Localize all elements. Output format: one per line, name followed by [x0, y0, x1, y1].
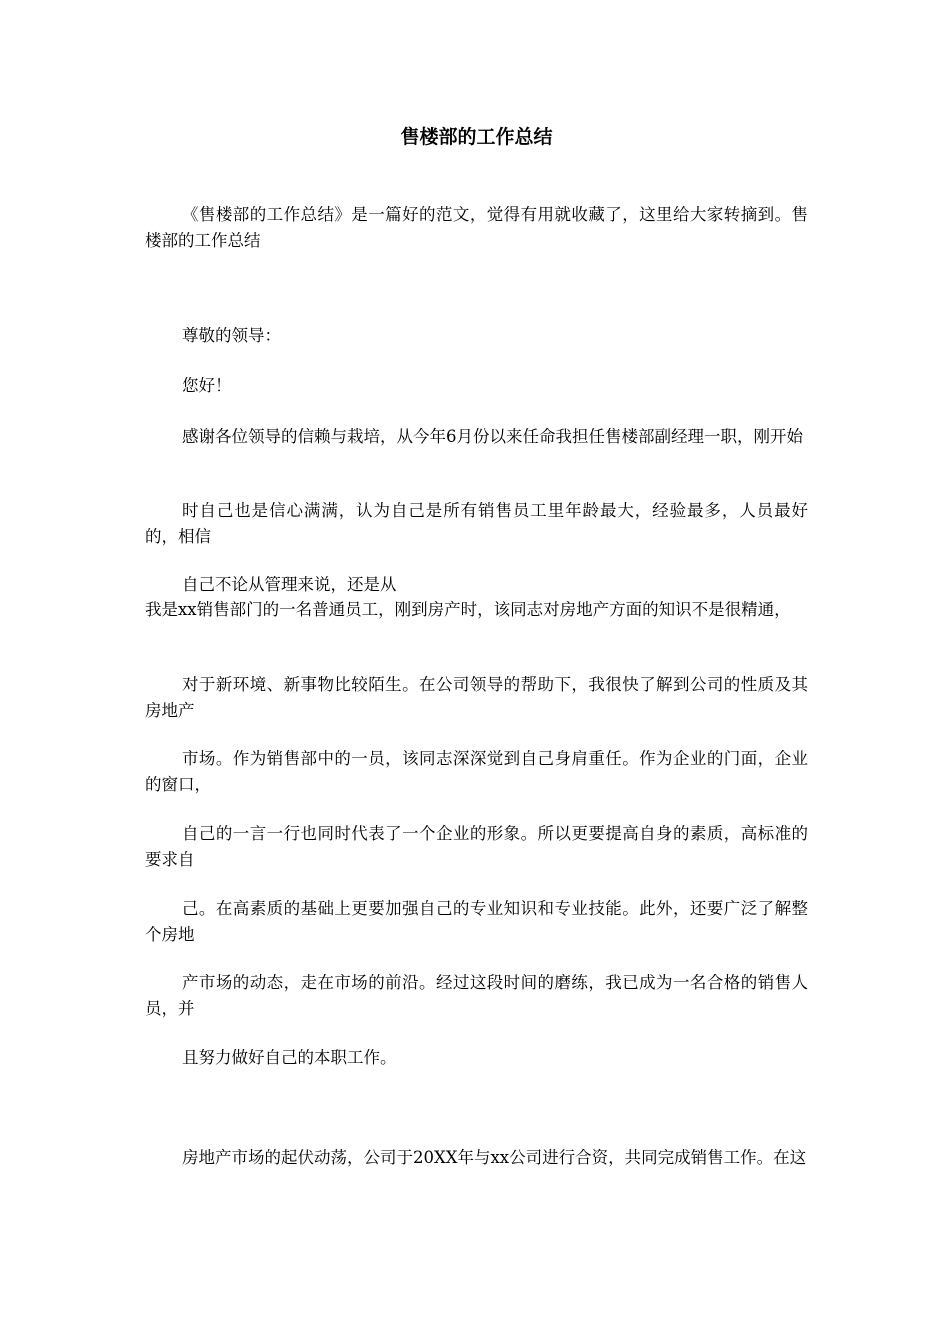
body-paragraph: 感谢各位领导的信赖与栽培，从今年6月份以来任命我担任售楼部副经理一职，刚开始: [182, 427, 803, 446]
greeting: 您好！: [182, 376, 232, 395]
body-paragraph: 时自己也是信心满满，认为自己是所有销售员工里年龄最大，经验最多，人员最好的，相信: [145, 501, 808, 546]
salutation: 尊敬的领导：: [182, 326, 281, 345]
intro-paragraph: 《售楼部的工作总结》是一篇好的范文，觉得有用就收藏了，这里给大家转摘到。售楼部的工作总结: [145, 205, 808, 250]
document-title: 售楼部的工作总结: [400, 126, 553, 148]
body-paragraph: 产市场的动态，走在市场的前沿。经过这段时间的磨练，我已成为一名合格的销售人员，并: [145, 973, 808, 1018]
body-paragraph: 我是xx销售部门的一名普通员工，刚到房产时，该同志对房地产方面的知识不是很精通，: [145, 600, 791, 619]
body-paragraph: 市场。作为销售部中的一员，该同志深深觉到自己身肩重任。作为企业的门面，企业的窗口，: [145, 749, 808, 794]
body-paragraph: 对于新环境、新事物比较陌生。在公司领导的帮助下，我很快了解到公司的性质及其房地产: [145, 675, 808, 720]
document-page: [145, 0, 808, 1344]
body-paragraph: 且努力做好自己的本职工作。: [182, 1048, 397, 1067]
body-paragraph: 己。在高素质的基础上更要加强自己的专业知识和专业技能。此外，还要广泛了解整个房地: [145, 899, 808, 944]
body-paragraph: 房地产市场的起伏动荡，公司于20XX年与xx公司进行合资，共同完成销售工作。在这: [182, 1148, 807, 1167]
body-paragraph: 自己的一言一行也同时代表了一个企业的形象。所以更要提高自身的素质，高标准的要求自: [145, 824, 808, 869]
body-paragraph: 自己不论从管理来说，还是从: [182, 575, 397, 594]
